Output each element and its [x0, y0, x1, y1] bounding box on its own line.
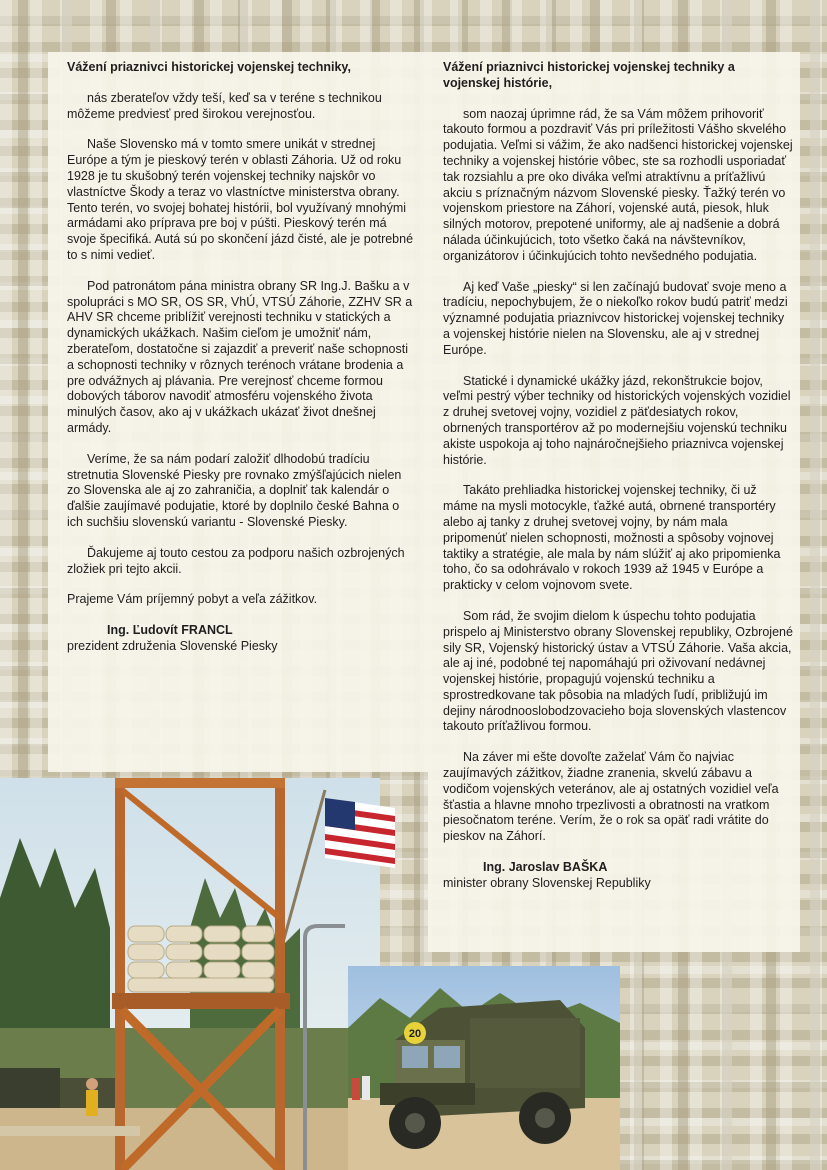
tower-photo	[0, 778, 395, 1170]
left-paragraph-1: nás zberateľov vždy teší, keď sa v teréne s technikou môžeme predviesť pred širokou verejnosťou.	[67, 90, 382, 121]
left-closing: Prajeme Vám príjemný pobyt a veľa zážitkov.	[67, 592, 318, 607]
truck-photo	[348, 966, 620, 1170]
truck-number: 20	[408, 1028, 422, 1040]
right-paragraph-1: som naozaj úprimne rád, že sa Vám môžem prihovoriť takouto formou a pozdraviť Vás pri príležitosti Vášho skvelého podujatia. Veľmi si vážim, že ako nadšenci historickej vojenskej techniky a vojenskej histórie vôbec, ste sa rozhodli usporiadať tak rozsiahlu a pre oko diváka veľmi atraktívnu a príťažlivú akciu s príznačným názvom Slovenské piesky. Ťažký terén vo vojenskom priestore na Záhorí, vojenské autá, piesok, hluk silných motorov, prepotené uniformy, ale aj nadšenie a dobrá nálada účinkujúcich, toto všetko čaká na návštevníkov, organizátorov i účinkujúcich tohto nevšedného podujatia.	[443, 106, 793, 263]
left-signature-name: Ing. Ľudovít FRANCL	[107, 623, 233, 638]
right-signature-name: Ing. Jaroslav BAŠKA	[483, 860, 608, 875]
right-paragraph-5: Som rád, že svojim dielom k úspechu tohto podujatia prispelo aj Ministerstvo obrany Slovenskej republiky, Ozbrojené sily SR, Vojenský historický ústav a VTSÚ Záhorie. Vaša akcia, ale aj iné, podobné tej napomáhajú pri oživovaní nedávnej vojenskej histórie, propagujú vojenskú techniku a sprostredkovane tak pôsobia na mladých ľudí, približujú im dejiny národnooslobodzovacieho boja slovenských vlastencov takouto príťažlivou formou.	[443, 608, 793, 734]
left-heading: Vážení priaznivci historickej vojenskej techniky,	[67, 60, 351, 74]
left-paragraph-4: Veríme, že sa nám podarí založiť dlhodobú tradíciu stretnutia Slovenské Piesky pre rovnako zmýšľajúcich nielen zo Slovenska ale aj zo zahraničia, a doplniť tak kalendár o ďalšie zaujímavé podujatie, ktoré by doplnilo české Bahna o ich suchšiu slovenskú variantu - Slovenské Piesky.	[67, 451, 402, 529]
flag-icon	[325, 798, 395, 868]
left-paragraph-3: Pod patronátom pána ministra obrany SR Ing.J. Bašku a v spolupráci s MO SR, OS SR, VhÚ, VTSÚ Záhorie, ZZHV SR a AHV SR chceme priblížiť verejnosti techniku v statických a dynamických ukážkach. Našim cieľom je umožniť nám, zberateľom, dostatočne si zajazdiť a preveriť naše schopnosti a schopnosti techniky v rôznych terénoch vrátane brodenia a pre odvážnych aj plávania. Pre verejnosť chceme formou dobových táborov navodiť atmosféru vojenského života minulých časov, ako aj v ukážkach ukázať život dnešnej armády.	[67, 278, 413, 435]
right-paragraph-3: Statické i dynamické ukážky jázd, rekonštrukcie bojov, veľmi pestrý výber techniky od historických vojenských vozidiel z druhej svetovej vojny, vozidiel z päťdesiatych rokov, obrnených transportérov až po modernejšiu vojenskú techniku akiste uspokoja aj toho najnáročnejšieho priaznivca vojenskej histórie.	[443, 373, 791, 467]
right-paragraph-6: Na záver mi ešte dovoľte zaželať Vám čo najviac zaujímavých zážitkov, žiadne zranenia, skvelú zábavu a vodičom vojenských veteránov, ale aj ostatných vozidiel veľa šťastia a hlavne mnoho trpezlivosti a obratnosti na vratkom piesočnatom teréne. Verím, že o rok sa opäť radi vrátite do pieskov na Záhorí.	[443, 750, 779, 844]
left-letter	[67, 60, 417, 655]
right-paragraph-2: Aj keď Vaše „piesky“ si len začínajú budovať svoje meno a tradíciu, nepochybujem, že o niekoľko rokov budú patriť medzi významné podujatia priaznivcov historickej vojenskej techniky a vojenskej histórie nielen na Slovensku, ale aj v strednej Európe.	[443, 279, 788, 357]
right-heading: Vážení priaznivci historickej vojenskej techniky a vojenskej histórie,	[443, 60, 735, 90]
right-paragraph-4: Takáto prehliadka historickej vojenskej techniky, či už máme na mysli motocykle, ťažké autá, obrnené transportéry alebo aj tanky z druhej svetovej vojny, by nám mala pripomenúť nielen schopnosti, možnosti a spôsoby vojnovej taktiky a stratégie, ale mala by nám slúžiť aj ako pripomienka toho, čo sa odohrávalo v rokoch 1939 až 1945 v Európe a prakticky v celom vojnovom svete.	[443, 483, 781, 593]
left-signature-role: prezident združenia Slovenské Piesky	[67, 638, 278, 653]
left-paragraph-2: Naše Slovensko má v tomto smere unikát v strednej Európe a tým je pieskový terén v oblasti Záhoria. Už od roku 1928 je tu skušobný terén vojenskej techniky najskôr vo vlastníctve Škody a teraz vo vlastníctve ministerstva obrany. Tento terén, vo svojej bohatej histórii, bol využívaný mnohými armádami ako príprava pre boj v púšti. Pieskový terén má svoje špecifiká. Autá sú po skončení jázd čisté, ale je potrebné to s nimi vedieť.	[67, 137, 414, 262]
left-paragraph-5: Ďakujeme aj touto cestou za podporu našich ozbrojených zložiek pri tejto akcii.	[67, 545, 405, 576]
right-letter	[443, 60, 793, 892]
right-signature-role: minister obrany Slovenskej Republiky	[443, 875, 651, 890]
event-photo-collage	[0, 778, 620, 1170]
